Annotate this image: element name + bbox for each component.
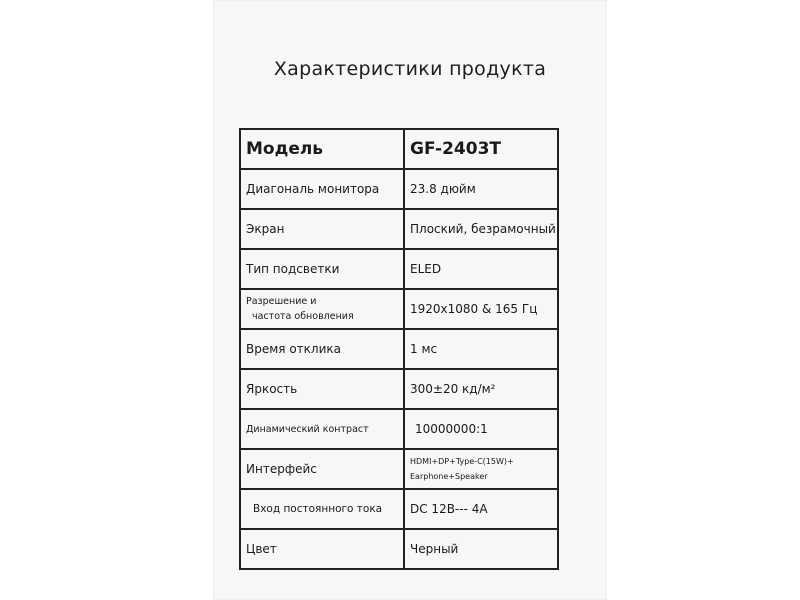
model-value: GF-2403T — [404, 129, 558, 169]
row-value-line: HDMI+DP+Type-C(15W)+ — [410, 457, 514, 466]
row-value: 10000000:1 — [404, 409, 558, 449]
row-value — [404, 449, 558, 489]
row-value-line: Earphone+Speaker — [410, 472, 488, 481]
row-label-line: частота обновления — [252, 311, 354, 322]
table-row — [240, 369, 558, 409]
page-title: Характеристики продукта — [273, 58, 547, 80]
row-label: Цвет — [240, 529, 404, 569]
table-row — [240, 529, 558, 569]
spec-table — [239, 128, 559, 570]
table-row — [240, 329, 558, 369]
row-value: 1920x1080 & 165 Гц — [404, 289, 558, 329]
row-value: Черный — [404, 529, 558, 569]
row-value: 1 мс — [404, 329, 558, 369]
table-row — [240, 249, 558, 289]
row-label-line: Разрешение и — [246, 296, 317, 307]
row-value: 300±20 кд/м² — [404, 369, 558, 409]
table-header-row — [240, 129, 558, 169]
table-row — [240, 489, 558, 529]
row-label — [240, 289, 404, 329]
row-label: Вход постоянного тока — [240, 489, 404, 529]
row-label: Интерфейс — [240, 449, 404, 489]
table-row — [240, 409, 558, 449]
table-row — [240, 209, 558, 249]
table-row — [240, 449, 558, 489]
row-label: Тип подсветки — [240, 249, 404, 289]
row-label: Экран — [240, 209, 404, 249]
row-value: DC 12В--- 4А — [404, 489, 558, 529]
row-label: Яркость — [240, 369, 404, 409]
model-label: Модель — [240, 129, 404, 169]
row-label: Диагональ монитора — [240, 169, 404, 209]
row-value: 23.8 дюйм — [404, 169, 558, 209]
row-label: Время отклика — [240, 329, 404, 369]
table-row — [240, 169, 558, 209]
row-value: Плоский, безрамочный — [404, 209, 558, 249]
row-label: Динамический контраст — [240, 409, 404, 449]
row-value: ELED — [404, 249, 558, 289]
table-row — [240, 289, 558, 329]
